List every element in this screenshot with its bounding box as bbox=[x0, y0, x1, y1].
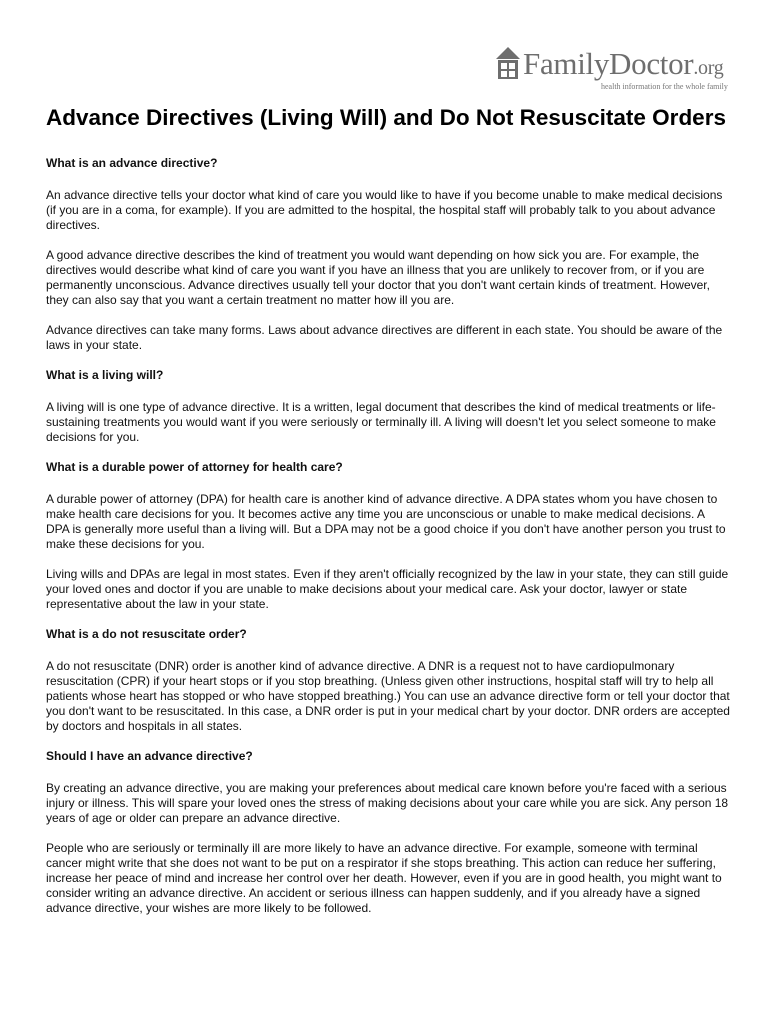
paragraph: People who are seriously or terminally ill are more likely to have an advance directive. For example, someone with terminal cancer might write that she does not want to be put on a respirator if she stops breathing. This action can reduce her suffering, increase her peace of mind and increase her control over her death. However, even if you are in good health, you might want to consider writing an advance directive. An accident or serious illness can happen suddenly, and if you already have a signed advance directive, your wishes are more likely to be followed. bbox=[46, 841, 722, 915]
section-durable-power-of-attorney bbox=[46, 460, 730, 612]
section-do-not-resuscitate bbox=[46, 627, 730, 734]
section-should-i-have bbox=[46, 749, 730, 916]
paragraph: A do not resuscitate (DNR) order is another kind of advance directive. A DNR is a request not to have cardiopulmonary resuscitation (CPR) if your heart stops or if you stop breathing. (Unless given other instructions, hospital staff will try to help all patients whose heart has stopped or who have stopped breathing.) You can use an advance directive form or tell your doctor that you don't want to be resuscitated. In this case, a DNR order is put in your medical chart by your doctor. DNR orders are accepted by doctors and hospitals in all states. bbox=[46, 659, 730, 733]
logo-brand-family: Family bbox=[523, 46, 610, 81]
paragraph: A living will is one type of advance directive. It is a written, legal document that describes the kind of medical treatments or life-sustaining treatments you would want if you were seriously or terminally ill. A living will doesn't let you select someone to make decisions for you. bbox=[46, 400, 716, 444]
page-title: Advance Directives (Living Will) and Do Not Resuscitate Orders bbox=[46, 105, 726, 130]
logo-brand-doctor: Doctor bbox=[609, 46, 694, 81]
logo-brand-org: .org bbox=[693, 57, 724, 79]
section-heading: What is a do not resuscitate order? bbox=[46, 627, 247, 641]
logo-tagline: health information for the whole family bbox=[601, 82, 728, 91]
section-heading: What is a living will? bbox=[46, 368, 164, 382]
logo-wordmark bbox=[523, 46, 723, 82]
paragraph: A durable power of attorney (DPA) for health care is another kind of advance directive. A DPA states whom you have chosen to make health care decisions for you. It becomes active any time you are unconscious or unable to make medical decisions. A DPA is generally more useful than a living will. But a DPA may not be a good choice if you don't have another person you trust to make these decisions for you. bbox=[46, 492, 726, 551]
paragraph: Advance directives can take many forms. Laws about advance directives are different in each state. You should be aware of the laws in your state. bbox=[46, 323, 723, 352]
house-logo-icon bbox=[495, 46, 521, 80]
section-heading: What is a durable power of attorney for health care? bbox=[46, 460, 343, 474]
familydoctor-logo bbox=[493, 44, 743, 94]
section-heading: What is an advance directive? bbox=[46, 156, 218, 170]
paragraph: An advance directive tells your doctor what kind of care you would like to have if you become unable to make medical decisions (if you are in a coma, for example). If you are admitted to the hospital, the hospital staff will probably talk to you about advance directives. bbox=[46, 188, 723, 232]
section-advance-directive bbox=[46, 156, 730, 353]
section-heading: Should I have an advance directive? bbox=[46, 749, 253, 763]
document-body bbox=[46, 104, 730, 931]
section-living-will bbox=[46, 368, 730, 445]
paragraph: Living wills and DPAs are legal in most states. Even if they aren't officially recognized by the law in your state, they can still guide your loved ones and doctor if you are unable to make decisions about your medical care. Ask your doctor, lawyer or state representative about the law in your state. bbox=[46, 567, 729, 611]
paragraph: By creating an advance directive, you are making your preferences about medical care known before you're faced with a serious injury or illness. This will spare your loved ones the stress of making decisions about your care while you are sick. Any person 18 years of age or older can prepare an advance directive. bbox=[46, 781, 729, 825]
paragraph: A good advance directive describes the kind of treatment you would want depending on how sick you are. For example, the directives would describe what kind of care you want if you have an illness that you are unlikely to recover from, or if you are permanently unconscious. Advance directives usually tell your doctor that you don't want certain kinds of treatment. However, they can also say that you want a certain treatment no matter how ill you are. bbox=[46, 248, 710, 307]
